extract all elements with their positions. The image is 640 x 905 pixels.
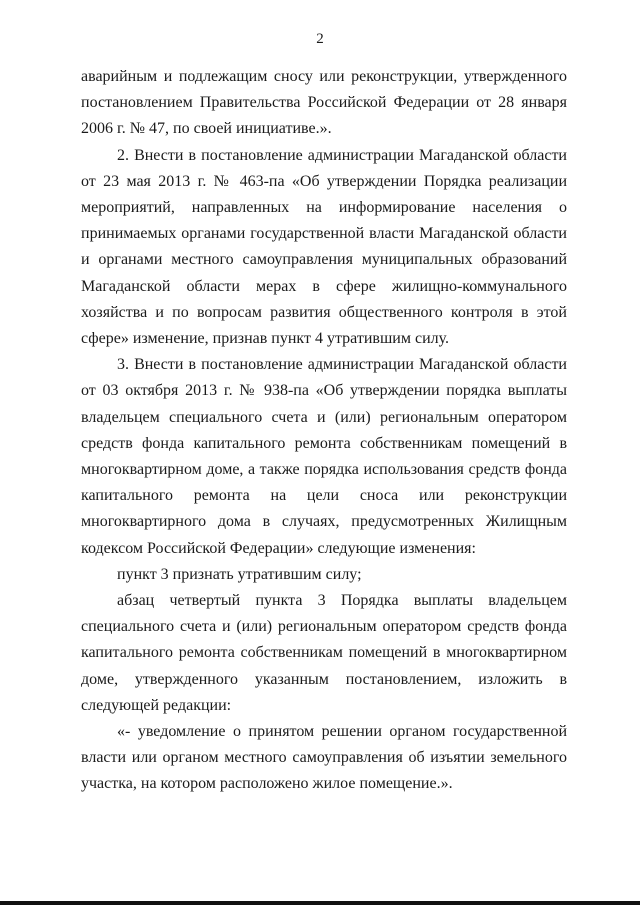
paragraph-quoted-text: «- уведомление о принятом решении органом государственной власти или органом местного самоуправления об изъятии земельного участка, на котором расположено жилое помещение.».: [81, 723, 567, 793]
page-number: 2: [316, 31, 324, 47]
paragraph-subitem-2: абзац четвертый пункта 3 Порядка выплаты владельцем специального счета и (или) региональным оператором средств фонда капитального ремонта собственникам помещений в многоквартирном доме, утвержденного указанным постановлением, изложить в следующей редакции:: [81, 592, 567, 714]
paragraph-item-3: 3. Внести в постановление администрации Магаданской области от 03 октября 2013 г. № 938-па «Об утверждении порядка выплаты владельцем специального счета и (или) региональным оператором средств фонда капитального ремонта собственникам помещений в многоквартирном доме, а также порядка использования средств фонда капитального ремонта на цели сноса или реконструкции многоквартирного дома в случаях, предусмотренных Жилищным кодексом Российской Федерации» следующие изменения:: [81, 356, 567, 557]
paragraph-item-2: 2. Внести в постановление администрации Магаданской области от 23 мая 2013 г. № 463-па «Об утверждении Порядка реализации мероприятий, направленных на информирование населения о принимаемых органами государственной власти Магаданской области и органами местного самоуправления муниципальных образований Магаданской области мерах в сфере жилищно-коммунального хозяйства и по вопросам развития общественного контроля в этой сфере» изменение, признав пункт 4 утратившим силу.: [81, 146, 567, 348]
page-bottom-edge: [0, 901, 640, 905]
paragraph-subitem-1: пункт 3 признать утратившим силу;: [117, 565, 362, 583]
paragraph-continuation: аварийным и подлежащим сносу или реконструкции, утвержденного постановлением Правительства Российской Федерации от 28 января 2006 г. № 47, по своей инициативе.».: [81, 68, 567, 138]
document-body: [81, 64, 567, 798]
